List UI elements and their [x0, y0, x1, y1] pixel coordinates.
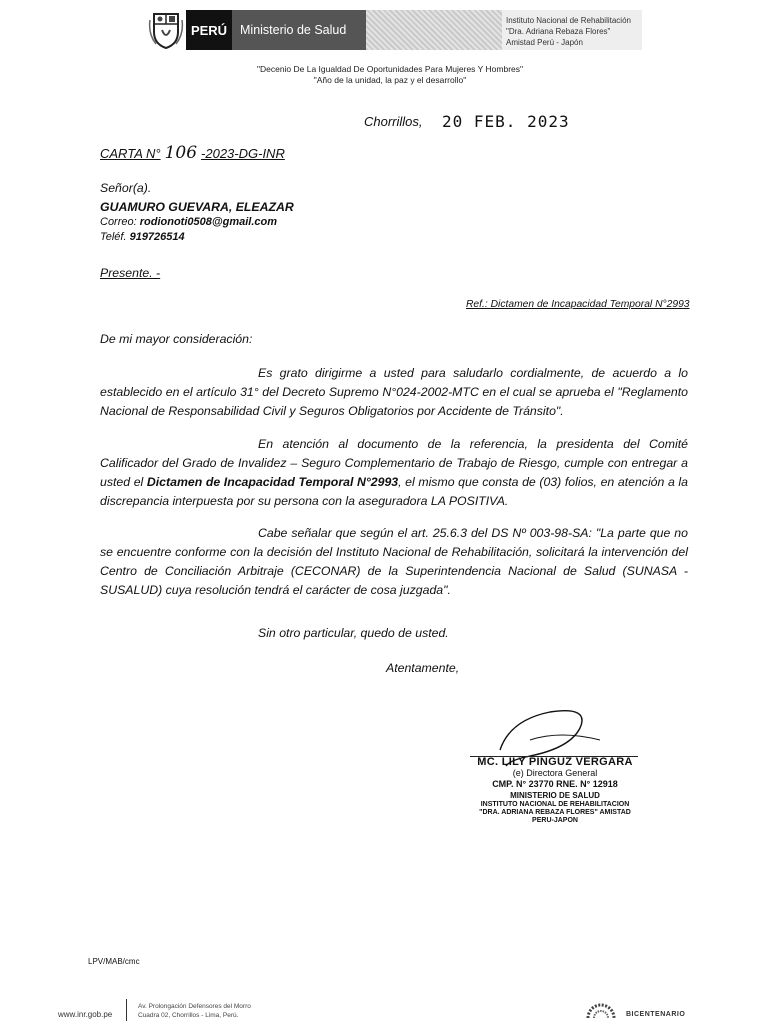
institute-line: Amistad Perú - Japón [506, 38, 583, 47]
institute-line: "Dra. Adriana Rebaza Flores" [506, 27, 611, 36]
phone-label: Teléf. [100, 231, 127, 243]
decenio-motto [180, 64, 600, 86]
email-line [100, 215, 294, 230]
closing-line: Sin otro particular, quedo de usted. [258, 626, 449, 640]
signer-role: (e) Directora General [512, 768, 598, 778]
peru-brand-box: PERÚ [186, 10, 232, 50]
signer-ministry: MINISTERIO DE SALUD [510, 791, 600, 800]
reference-line: Ref.: Dictamen de Incapacidad Temporal N°2993 [466, 299, 690, 310]
salutation: Señor(a). [100, 181, 152, 195]
email-value: rodionoti0508@gmail.com [139, 216, 278, 228]
footer-address-line: Cuadra 02, Chorrillos - Lima, Perú. [138, 1012, 239, 1019]
decenio-line-2: "Año de la unidad, la paz y el desarrollo" [313, 75, 467, 85]
bicentenario-label: BICENTENARIO [626, 1011, 686, 1018]
carta-suffix: -2023-DG-INR [201, 146, 285, 161]
signer-name: MC. LILY PINGUZ VERGARA [477, 756, 633, 768]
paragraph-2-bold: Dictamen de Incapacidad Temporal N°2993 [146, 475, 399, 489]
paragraph-2-text-b: , el mismo que consta de (03) folios, en atención a la discrepancia interpuesta por su persona con la aseguradora LA POSITIVA. [100, 475, 688, 508]
email-label: Correo: [100, 216, 137, 228]
signer-institute-2: "DRA. ADRIANA REBAZA FLORES" AMISTAD PERU-JAPON [479, 809, 631, 824]
paragraph-2-text-a: En atención al documento de la referencia, la presidenta del Comité Calificador del Grado de Invalidez – Seguro Complementario de Trabajo de Riesgo, cumple con entregar a usted el [100, 437, 688, 489]
greeting: De mi mayor consideración: [100, 332, 253, 346]
decenio-line-1: "Decenio De La Igualdad De Oportunidades Para Mujeres Y Hombres" [256, 64, 524, 74]
footer-address [138, 1002, 251, 1020]
phone-value: 919726514 [129, 231, 185, 243]
date-stamp: 20 FEB. 2023 [442, 112, 570, 131]
carta-handwritten-number: 106 [164, 143, 198, 163]
atentamente: Atentamente, [386, 661, 460, 675]
footer-divider [126, 999, 127, 1021]
presente-label: Presente. - [100, 266, 161, 280]
paragraph-3-text: Cabe señalar que según el art. 25.6.3 del DS Nº 003-98-SA: "La parte que no se encuentre conforme con la decisión del Instituto Nacional de Rehabilitación, solicitará la intervención del Centro de Conciliación Arbitraje (CECONAR) de la Superintendencia Nacional de Salud (SUNASA - SUSALUD) cuya resolución tendrá el carácter de cosa juzgada". [100, 526, 688, 597]
recipient-name: GUAMURO GUEVARA, ELEAZAR [100, 200, 294, 214]
ministerio-brand-box: Ministerio de Salud [232, 10, 366, 50]
institute-brand-box [502, 10, 642, 50]
footer-website: www.inr.gob.pe [58, 1010, 113, 1019]
addressee-block [100, 181, 294, 245]
paragraph-3 [100, 524, 688, 600]
signer-cmp: CMP. N° 23770 RNE. N° 12918 [492, 779, 618, 789]
typist-initials: LPV/MAB/cmc [88, 957, 140, 966]
paragraph-1 [100, 364, 688, 421]
letter-place: Chorrillos, [364, 114, 423, 129]
bicentenario-logo-icon [586, 1002, 616, 1020]
phone-line [100, 230, 294, 245]
signer-institute: INSTITUTO NACIONAL DE REHABILITACION [480, 801, 630, 808]
paragraph-2 [100, 435, 688, 511]
institute-line: Instituto Nacional de Rehabilitación [506, 16, 631, 25]
footer-address-line: Av. Prolongación Defensores del Morro [138, 1003, 251, 1010]
header-pattern-block [366, 10, 502, 50]
paragraph-1-text: Es grato dirigirme a usted para saludarlo cordialmente, de acuerdo a lo establecido en el artículo 31° del Decreto Supremo N°024-2002-MTC en el cual se aprueba el "Reglamento Nacional de Responsabilidad Civil y Seguros Obligatorios por Accidente de Tránsito". [100, 366, 688, 418]
signature-stamp [470, 757, 640, 825]
carta-prefix: CARTA N° [100, 146, 161, 161]
carta-number-line [100, 143, 285, 163]
coat-of-arms-icon [148, 10, 184, 50]
